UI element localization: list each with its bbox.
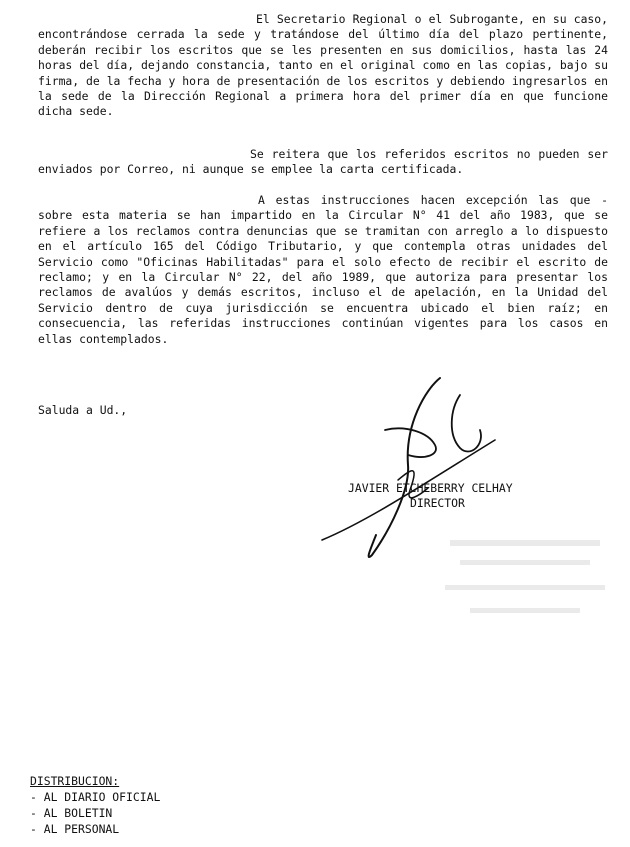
signatory-title: DIRECTOR [410, 496, 465, 510]
signatory-name: JAVIER ETCHEBERRY CELHAY [348, 481, 513, 495]
body-paragraph-3: A estas instrucciones hacen excepción las que - sobre esta materia se han impartido en la Circular N° 41 del año 1983, que se refiere a los reclamos contra denuncias que se tramitan con arreglo a lo dispuesto en el artículo 165 del Código Tributario, y que contempla otras unidades del Servicio como "Oficinas Habilitadas" para el solo efecto de recibir el escrito de reclamo; y en la Circular N° 22, del año 1989, que autoriza para presentar los reclamos de avalúos y demás escritos, incluso el de apelación, en la Unidad del Servicio dentro de cuya jurisdicción se encuentra ubicado el bien raíz; en consecuencia, las referidas instrucciones continúan vigentes para los casos en ellas contemplados. [38, 193, 608, 346]
distribution-item: - AL DIARIO OFICIAL [30, 790, 161, 804]
distribution-item: - AL BOLETIN [30, 806, 113, 820]
closing-greeting: Saluda a Ud., [38, 403, 128, 417]
distribution-list [30, 773, 160, 837]
body-paragraph-2: Se reitera que los referidos escritos no pueden ser enviados por Correo, ni aunque se emplee la carta certificada. [38, 147, 608, 177]
distribution-title: DISTRIBUCION: [30, 774, 120, 788]
distribution-item: - AL PERSONAL [30, 822, 120, 836]
handwritten-signature [310, 370, 510, 570]
body-paragraph-1: El Secretario Regional o el Subrogante, en su caso, encontrándose cerrada la sede y tratándose del último día del plazo pertinente, deberán recibir los escritos que se les presenten en sus domicilios, hasta las 24 horas del día, dejando constancia, tanto en el original como en las copias, bajo su firma, de la fecha y hora de presentación de los escritos y debiendo ingresarlos en la sede de la Dirección Regional a primera hora del primer día en que funcione dicha sede. [38, 12, 608, 119]
